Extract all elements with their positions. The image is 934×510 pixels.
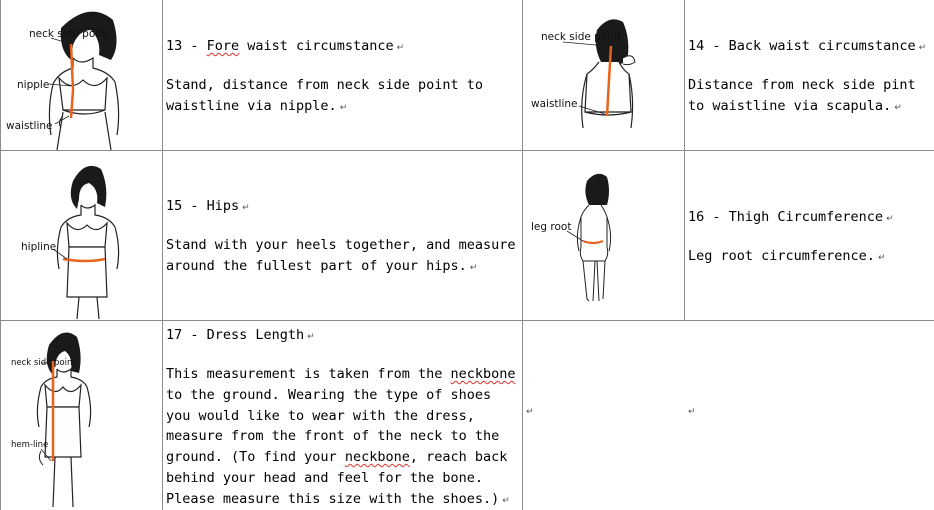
item-17-description: This measurement is taken from the neckbone to the ground. Wearing the type of shoes you would like to wear with the dress, measure from the front of the neck to the ground. (To find your neckbone, reach back behind your head and feel for the bone. Please measure this size with the shoes.) ↵: [166, 366, 516, 507]
hips-figure-illustration: [1, 151, 163, 321]
row1-left-text-cell: [163, 0, 523, 151]
row2-left-image-cell: [0, 151, 163, 321]
row2-right-text-cell: [685, 151, 934, 321]
row1-right-text-cell: [685, 0, 934, 151]
waistline-label-back: waistline: [531, 98, 578, 110]
row3-left-text-cell: [163, 321, 523, 510]
row1-left-image-cell: [0, 0, 163, 151]
row3-right-text-cell: [685, 321, 934, 510]
neck-side-point-label-dress: neck side point: [11, 358, 76, 368]
row2-right-image-cell: [523, 151, 685, 321]
hipline-label: hipline: [21, 241, 57, 253]
thigh-figure-illustration: [523, 151, 685, 321]
leg-root-label: leg root: [531, 221, 572, 233]
row1-right-image-cell: [523, 0, 685, 151]
waistline-label: waistline: [6, 120, 53, 132]
dress-length-figure-illustration: [1, 321, 163, 510]
row2-left-text-cell: [163, 151, 523, 321]
item-14-description: Distance from neck side pint to waistline via scapula. ↵: [688, 77, 916, 114]
fore-waist-figure-illustration: [1, 0, 163, 151]
row3-left-image-cell: [0, 321, 163, 510]
item-14-title: 14 - Back waist circumstance ↵: [688, 38, 927, 54]
item-16-title: 16 - Thigh Circumference ↵: [688, 209, 894, 225]
hem-line-label: hem-line: [11, 440, 49, 450]
item-17-title: 17 - Dress Length ↵: [166, 327, 315, 343]
neck-side-point-label: neck side point: [29, 28, 109, 40]
neck-side-point-label-back: neck side point: [541, 31, 621, 43]
item-16-description: Leg root circumference. ↵: [688, 248, 886, 264]
empty-cell-mark: ↵: [526, 407, 534, 417]
empty-cell-mark: ↵: [688, 407, 696, 417]
item-15-title: 15 - Hips ↵: [166, 198, 250, 214]
item-13-description: Stand, distance from neck side point to waistline via nipple. ↵: [166, 77, 483, 114]
row3-right-image-cell: [523, 321, 685, 510]
back-waist-figure-illustration: [523, 0, 685, 151]
nipple-label: nipple: [17, 79, 50, 91]
item-13-title: 13 - Fore waist circumstance ↵: [166, 38, 405, 54]
item-15-description: Stand with your heels together, and measure around the fullest part of your hips. ↵: [166, 237, 516, 274]
